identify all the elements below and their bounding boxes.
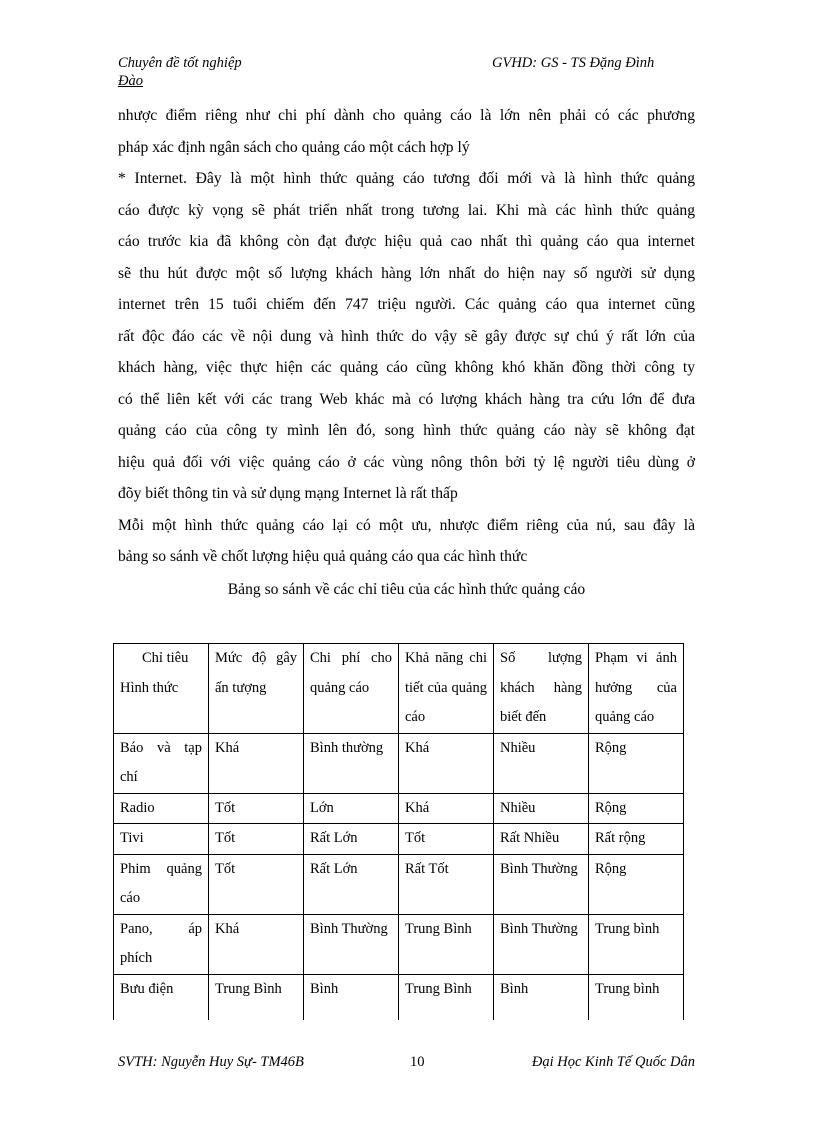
comparison-table	[113, 643, 684, 1020]
corner-top-label: Chỉ tiêu	[142, 650, 189, 666]
table-cell: Rộng	[589, 793, 684, 824]
header-left: Chuyên đề tốt nghiệp	[118, 55, 242, 71]
table-cell: Nhiều	[494, 733, 589, 793]
table-cell: Rộng	[589, 733, 684, 793]
row-label-cell: Phim quảng cáo	[114, 854, 209, 914]
text-line-row	[118, 226, 695, 258]
page-number: 10	[410, 1054, 425, 1070]
body-text	[118, 100, 695, 573]
table-cell: Trung Bình	[399, 914, 494, 974]
text-line: pháp xác định ngân sách cho quảng cáo một cách hợp lý	[118, 138, 470, 156]
row-label-cell: Radio	[114, 793, 209, 824]
table-cell: Rất Lớn	[304, 854, 399, 914]
footer-author: SVTH: Nguyễn Huy Sự- TM46B	[118, 1054, 304, 1070]
header-cell: Khả năng chi tiết của quảng cáo	[399, 644, 494, 734]
table-cell: Bình thường	[304, 733, 399, 793]
text-line: cáo được kỳ vọng sẽ phát triển nhất trong tương lai. Khi mà các hình thức quảng	[118, 201, 695, 219]
text-line-row	[118, 289, 695, 321]
footer-school: Đại Học Kinh Tế Quốc Dân	[531, 1054, 695, 1070]
page-footer	[118, 1054, 695, 1072]
table-cell: Rất Nhiều	[494, 824, 589, 855]
table-cell: Khá	[209, 733, 304, 793]
corner-bottom-label: Hình thức	[120, 679, 179, 696]
table-row	[114, 854, 684, 914]
paragraph-2-end	[118, 478, 695, 510]
text-line: đõy biết thông tin và sử dụng mạng Internet là rất thấp	[118, 485, 458, 502]
text-line: khách hàng, việc thực hiện các quảng cáo cũng không khó khăn đồng thời công ty	[118, 359, 695, 376]
header-cell: Mức độ gây ấn tượng	[209, 644, 304, 734]
text-line-row	[118, 321, 695, 353]
text-line-row	[118, 384, 695, 416]
text-line-row	[118, 195, 695, 227]
text-line: bảng so sánh về chốt lượng hiệu quả quảng cáo qua các hình thức	[118, 548, 528, 565]
text-line: quảng cáo của công ty mình lên đó, song hình thức quảng cáo này sẽ không đạt	[118, 422, 695, 439]
page-header	[118, 54, 678, 90]
row-label-cell: Tivi	[114, 824, 209, 855]
text-line-row	[118, 258, 695, 290]
table-cell: Nhiều	[494, 793, 589, 824]
table-cell: Trung bình	[589, 974, 684, 1020]
text-line: nhược điểm riêng như chi phí dành cho quảng cáo là lớn nên phải có các phương	[118, 107, 695, 124]
table-row	[114, 824, 684, 855]
table-cell: Bình Thường	[494, 854, 589, 914]
paragraph-3-end	[118, 541, 695, 573]
table-cell: Rất Tốt	[399, 854, 494, 914]
table-cell: Tốt	[209, 793, 304, 824]
table-cell: Lớn	[304, 793, 399, 824]
table-cell: Trung Bình	[399, 974, 494, 1020]
corner-header-cell	[114, 644, 209, 734]
table-cell: Bình Thường	[494, 914, 589, 974]
table-row	[114, 974, 684, 1020]
table-cell: Trung Bình	[209, 974, 304, 1020]
table-cell: Rất Lớn	[304, 824, 399, 855]
table-cell: Bình Thường	[304, 914, 399, 974]
paragraph-3	[118, 510, 695, 542]
header-right: GVHD: GS - TS Đặng Đình	[492, 55, 655, 71]
header-cell: Phạm vi ảnh hưởng của quảng cáo	[589, 644, 684, 734]
row-label-cell: Báo và tạp chí	[114, 733, 209, 793]
text-line: sẽ thu hút được một số lượng khách hàng lớn nhất do hiện nay số người sử dụng	[118, 264, 695, 282]
paragraph-1	[118, 100, 695, 132]
text-line: Mỗi một hình thức quảng cáo lại có một ưu, nhược điểm riêng của nú, sau đây là	[118, 516, 695, 534]
table-header-row	[114, 644, 684, 734]
table-cell: Trung bình	[589, 914, 684, 974]
text-line-row	[118, 352, 695, 384]
table-row	[114, 793, 684, 824]
header-cell: Chi phí cho quảng cáo	[304, 644, 399, 734]
table-cell: Tốt	[399, 824, 494, 855]
paragraph-1-end	[118, 132, 695, 164]
text-line: có thể liên kết với các trang Web khác mà có lượng khách hàng tra cứu lớn để đưa	[118, 390, 695, 408]
table-cell: Tốt	[209, 824, 304, 855]
table-caption: Bảng so sánh về các chỉ tiêu của các hình thức quảng cáo	[227, 581, 586, 598]
header-cell: Số lượng khách hàng biết đến	[494, 644, 589, 734]
text-line: internet trên 15 tuổi chiếm đến 747 triệu người. Các quảng cáo qua internet cũng	[118, 296, 695, 313]
text-line-row	[118, 415, 695, 447]
table-cell: Bình	[304, 974, 399, 1020]
table-row	[114, 733, 684, 793]
text-line-row	[118, 447, 695, 479]
table-row	[114, 914, 684, 974]
table-cell: Khá	[209, 914, 304, 974]
table-cell: Khá	[399, 733, 494, 793]
table-cell: Rất rộng	[589, 824, 684, 855]
text-line: * Internet. Đây là một hình thức quảng cáo tương đối mới và là hình thức quảng	[118, 170, 695, 187]
table-cell: Khá	[399, 793, 494, 824]
header-right-continued: Đào	[118, 73, 143, 89]
row-label-cell: Pano, áp phích	[114, 914, 209, 974]
paragraph-2	[118, 163, 695, 195]
table-cell: Tốt	[209, 854, 304, 914]
text-line: rất độc đáo các về nội dung và hình thức do vậy sẽ gây được sự chú ý rất lớn của	[118, 327, 695, 345]
table-cell: Bình	[494, 974, 589, 1020]
text-line: hiệu quả đối với việc quảng cáo ở các vùng nông thôn bởi tỷ lệ người tiêu dùng ở	[118, 453, 695, 471]
text-line: cáo trước kia đã không còn đạt được hiệu quả cao nhất thì quảng cáo qua internet	[118, 233, 695, 250]
row-label-cell: Bưu điện	[114, 974, 209, 1020]
table-cell: Rộng	[589, 854, 684, 914]
